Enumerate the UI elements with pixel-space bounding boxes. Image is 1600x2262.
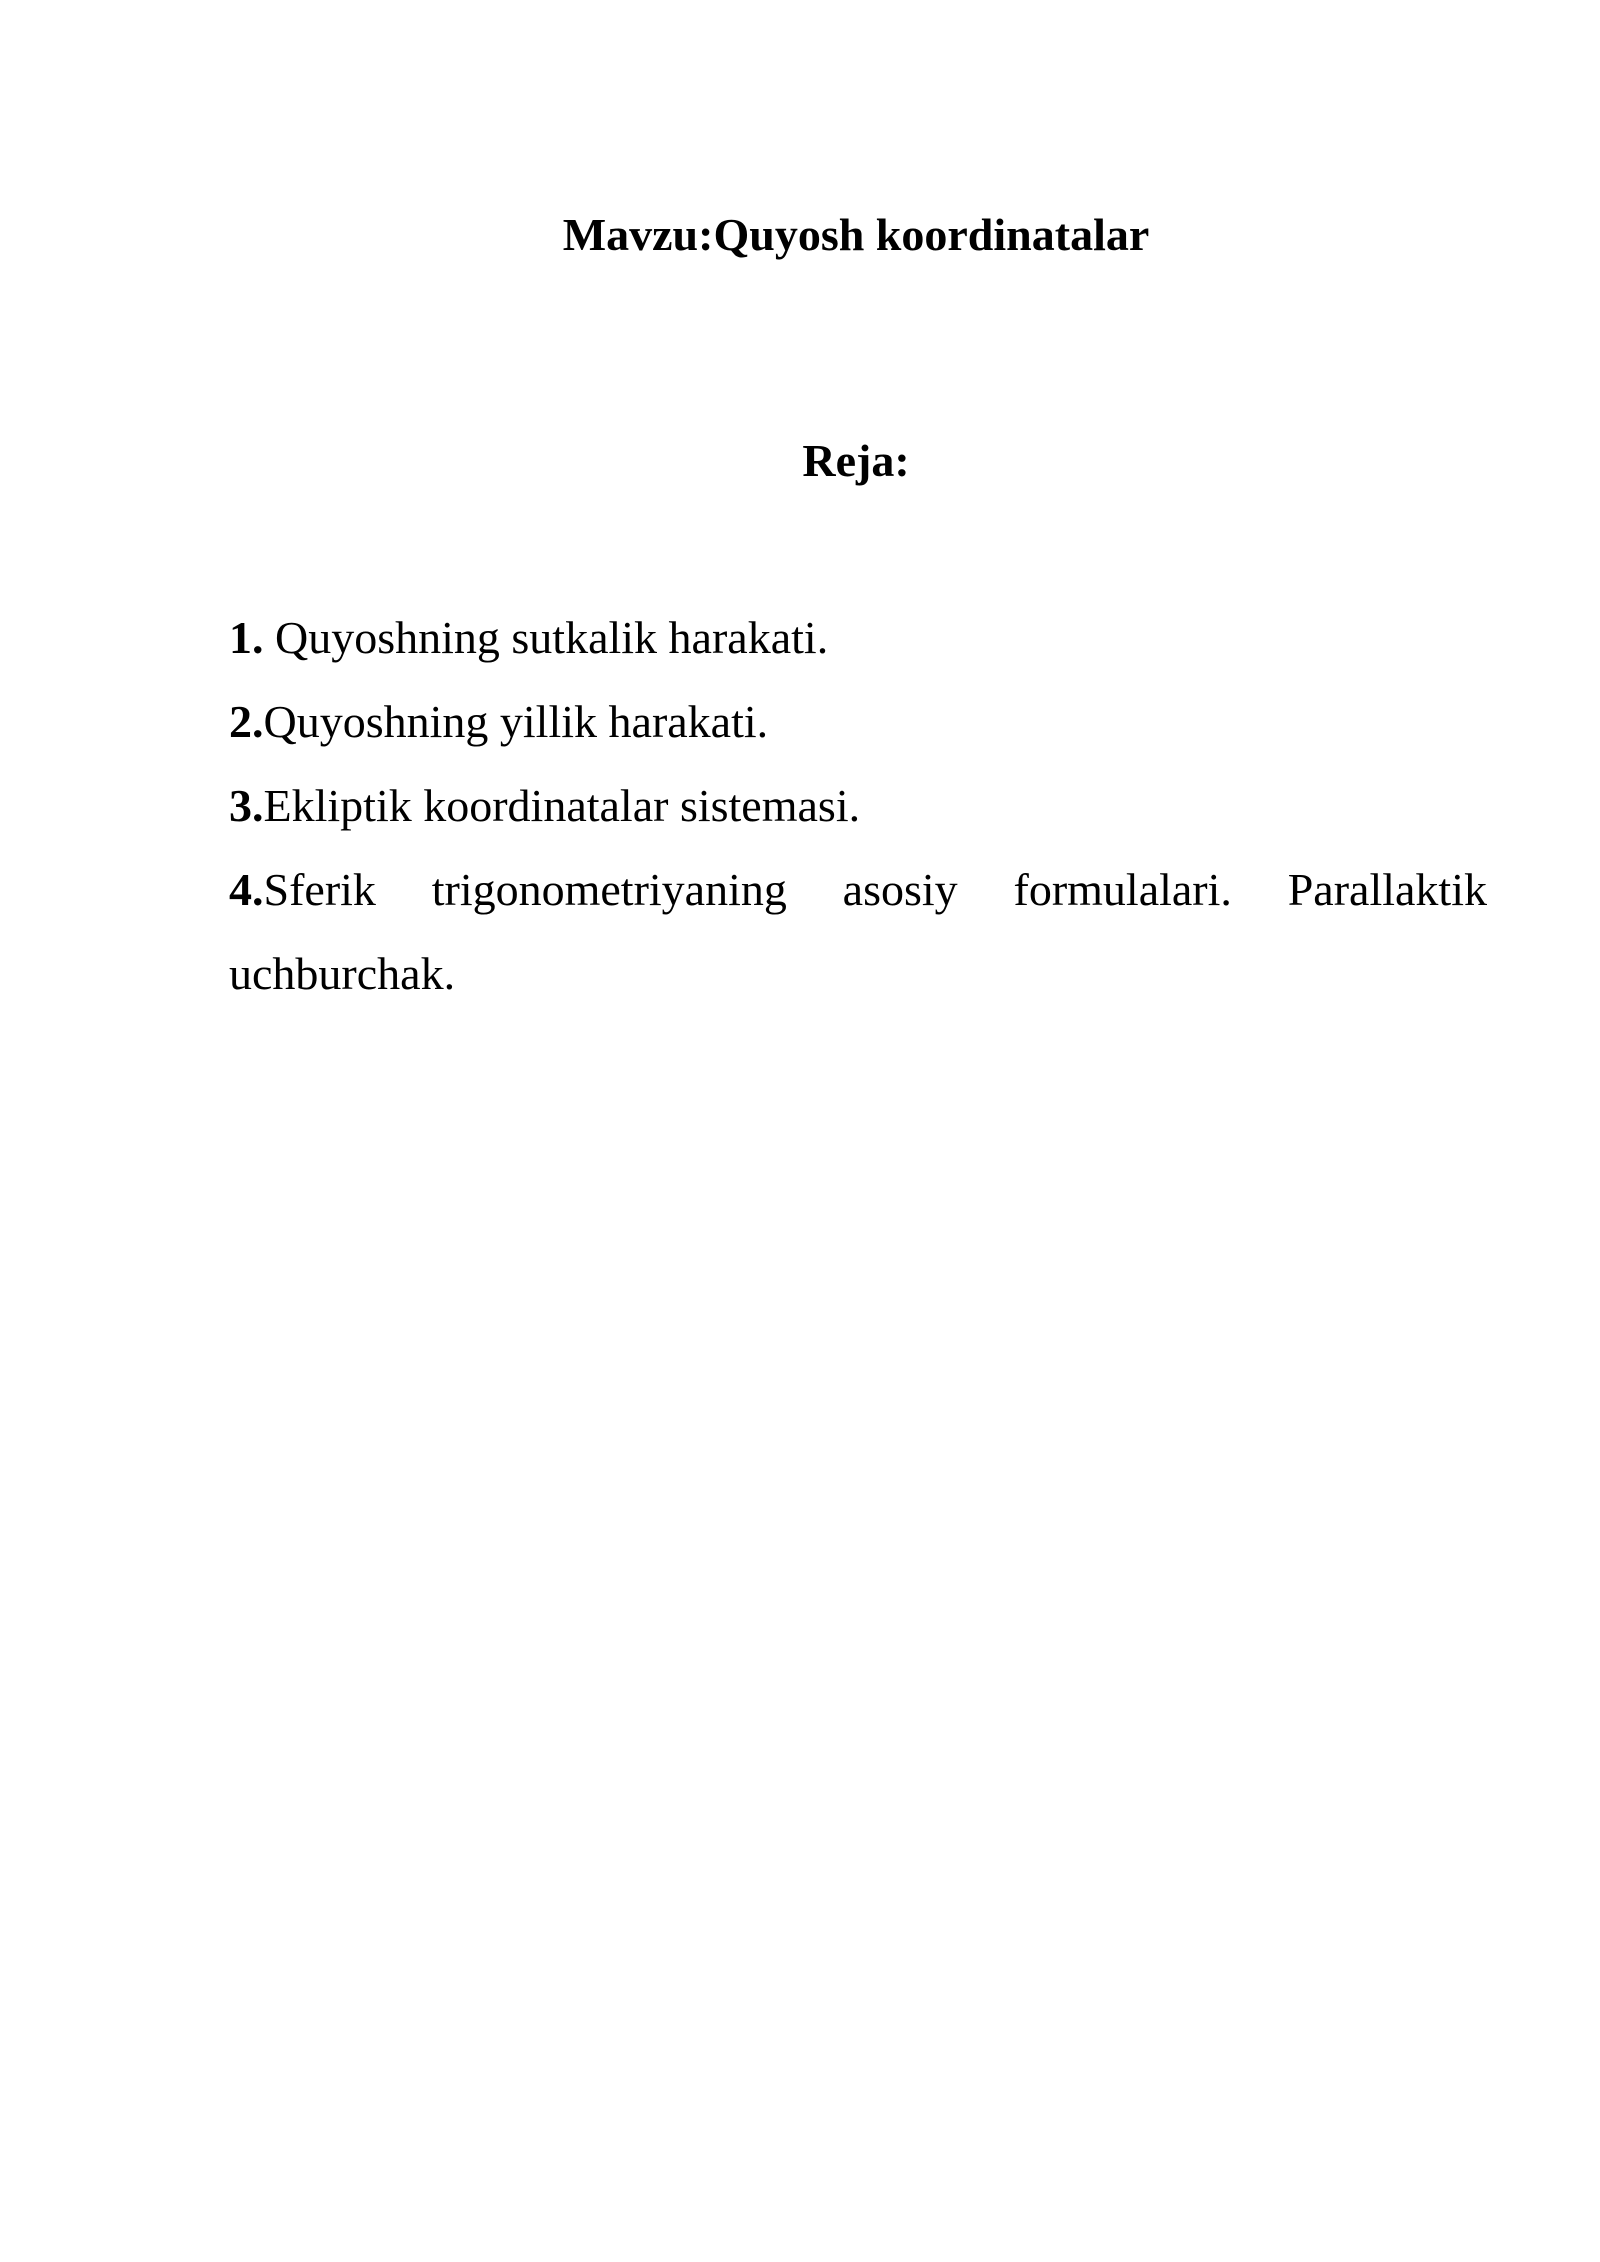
document-title: Mavzu:Quyosh koordinatalar: [562, 209, 1150, 260]
plan-item: [229, 596, 1487, 680]
plan-heading: Reja:: [802, 435, 910, 486]
plan-item: [229, 764, 1487, 848]
plan-item: [229, 680, 1487, 764]
plan-item-text: Sferik trigonometriyaning asosiy formulalari. Parallaktik uchburchak.: [229, 864, 1487, 999]
plan-item-number: 3.: [229, 780, 264, 831]
plan-item-text: Ekliptik koordinatalar sistemasi.: [263, 780, 861, 831]
plan-item-number: 2.: [229, 696, 264, 747]
plan-item-text: Quyoshning yillik harakati.: [263, 696, 769, 747]
plan-item-number: 4.: [229, 864, 264, 915]
plan-item-text: Quyoshning sutkalik harakati.: [263, 612, 829, 663]
plan-list: [229, 596, 1487, 1016]
plan-item-number: 1.: [229, 612, 264, 663]
plan-item: [229, 848, 1487, 1016]
